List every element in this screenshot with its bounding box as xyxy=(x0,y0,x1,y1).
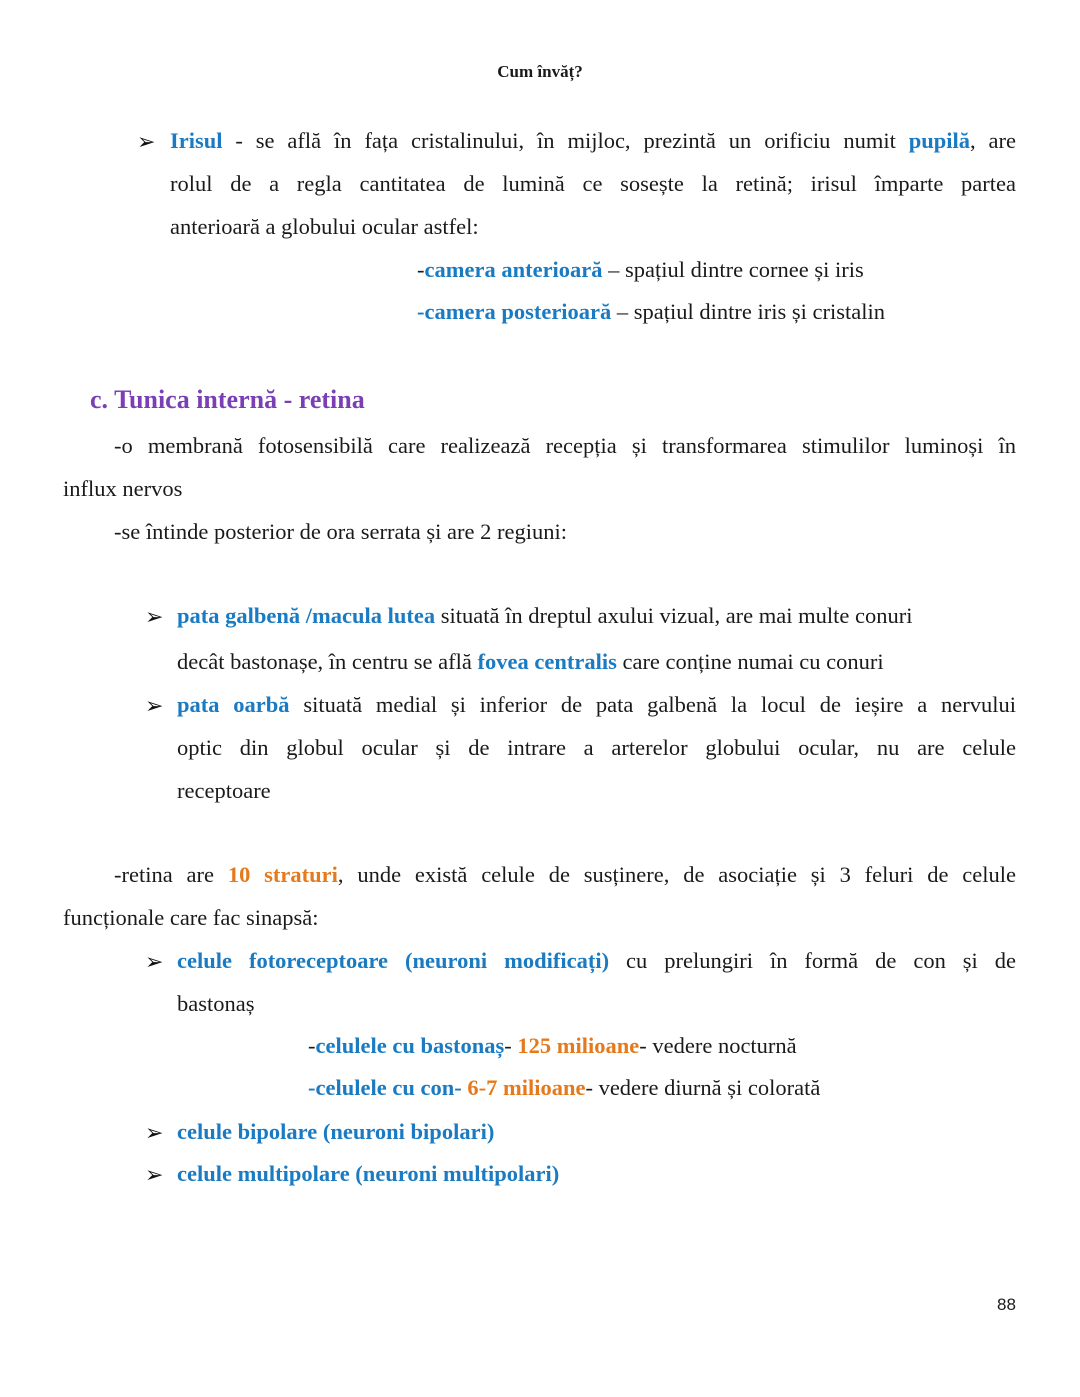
section-heading: c. Tunica internă - retina xyxy=(90,385,365,414)
cones-text: - vedere diurnă și colorată xyxy=(585,1075,821,1100)
iris-text1: - se află în fața cristalinului, în mijloc, prezintă un orificiu numit xyxy=(222,128,909,153)
bipolar-bullet xyxy=(145,1119,163,1146)
multipolar-bullet xyxy=(145,1161,163,1188)
layers-line2: funcționale care fac sinapsă: xyxy=(63,905,319,930)
photo-line2: bastonaș xyxy=(177,991,255,1016)
blindspot-line3: receptoare xyxy=(177,778,271,803)
layers-count: 10 straturi xyxy=(227,862,338,887)
rods-sep: - xyxy=(504,1033,518,1058)
iris-line3: anterioară a globului ocular astfel: xyxy=(170,214,479,239)
macula-line1 xyxy=(177,602,913,629)
photo-text1: cu prelungiri în formă de con și de xyxy=(609,948,1017,973)
camera-posterior-term: -camera posterioară xyxy=(417,299,612,324)
pupil-term: pupilă xyxy=(908,128,971,153)
iris-bullet-line1 xyxy=(137,128,155,155)
arrow-bullet-icon: ➢ xyxy=(137,129,156,154)
retina-p2: -se întinde posterior de ora serrata și are 2 regiuni: xyxy=(114,519,567,544)
page-number: 88 xyxy=(997,1295,1016,1314)
layers-line1 xyxy=(114,861,1016,888)
iris-text1b: , are xyxy=(970,128,1017,153)
cones-term: -celulele cu con- xyxy=(308,1075,468,1100)
macula-text2a: decât bastonașe, în centru se află xyxy=(177,649,478,674)
camera-anterior-text: – spațiul dintre cornee și iris xyxy=(602,257,864,282)
layers-text-a: -retina are xyxy=(114,862,228,887)
cones-line xyxy=(308,1074,820,1101)
page-header-title: Cum învăț? xyxy=(497,62,583,81)
layers-text-b: , unde există celule de susținere, de asociație și 3 feluri de celule xyxy=(337,862,1016,887)
blindspot-line2: optic din globul ocular și de intrare a arterelor globului ocular, nu are celule xyxy=(177,735,1016,760)
retina-p1-line1: -o membrană fotosensibilă care realizează recepția și transformarea stimulilor luminoși în xyxy=(114,433,1016,458)
macula-bullet xyxy=(145,603,163,630)
blindspot-text1: situată medial și inferior de pata galbenă la locul de ieșire a nervului xyxy=(289,692,1016,717)
photo-line1 xyxy=(177,947,1016,974)
iris-term: Irisul xyxy=(170,128,223,153)
arrow-bullet-icon: ➢ xyxy=(145,604,164,629)
rods-line xyxy=(308,1032,797,1059)
rods-text: - vedere nocturnă xyxy=(639,1033,797,1058)
camera-anterior-term: camera anterioară xyxy=(424,257,603,282)
iris-line1 xyxy=(170,127,1016,154)
camera-posterior-line xyxy=(417,298,885,325)
dash: - xyxy=(417,257,425,282)
multipolar-term: celule multipolare (neuroni multipolari) xyxy=(177,1161,560,1186)
macula-line2 xyxy=(177,648,884,675)
iris-line2: rolul de a regla cantitatea de lumină ce sosește la retină; irisul împarte partea xyxy=(170,171,1016,196)
blindspot-term: pata oarbă xyxy=(177,692,290,717)
arrow-bullet-icon: ➢ xyxy=(145,1120,164,1145)
dash: - xyxy=(308,1033,316,1058)
fovea-term: fovea centralis xyxy=(477,649,617,674)
arrow-bullet-icon: ➢ xyxy=(145,1162,164,1187)
macula-term: pata galbenă /macula lutea xyxy=(177,603,436,628)
photo-bullet xyxy=(145,948,163,975)
bipolar-term: celule bipolare (neuroni bipolari) xyxy=(177,1119,495,1144)
cones-count: 6-7 milioane xyxy=(467,1075,586,1100)
arrow-bullet-icon: ➢ xyxy=(145,693,164,718)
blindspot-bullet xyxy=(145,692,163,719)
camera-posterior-text: – spațiul dintre iris și cristalin xyxy=(611,299,886,324)
rods-term: celulele cu bastonaș xyxy=(315,1033,505,1058)
retina-p1-line2: influx nervos xyxy=(63,476,183,501)
photo-term: celule fotoreceptoare (neuroni modificați) xyxy=(177,948,610,973)
blindspot-line1 xyxy=(177,691,1016,718)
arrow-bullet-icon: ➢ xyxy=(145,949,164,974)
camera-anterior-line xyxy=(417,256,864,283)
macula-text1: situată în dreptul axului vizual, are mai multe conuri xyxy=(435,603,913,628)
macula-text2b: care conține numai cu conuri xyxy=(616,649,884,674)
rods-count: 125 milioane xyxy=(517,1033,640,1058)
